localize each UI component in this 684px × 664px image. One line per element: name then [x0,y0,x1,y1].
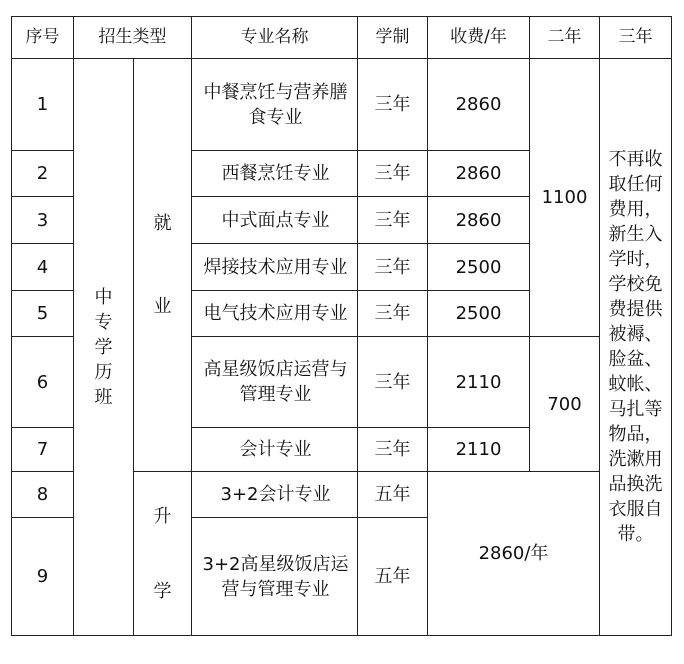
header-year3: 三年 [600,17,672,59]
header-no: 序号 [12,17,74,59]
row-fee: 2500 [428,244,530,291]
row-major: 中餐烹饪与营养膳食专业 [192,59,358,151]
row-fee: 2110 [428,337,530,428]
row-fee: 2860 [428,197,530,244]
row-duration: 五年 [358,518,428,636]
table-row [12,59,672,151]
header-major: 专业名称 [192,17,358,59]
row-duration: 三年 [358,59,428,151]
category-char: 专 [94,311,113,333]
year3-note: 不再收取任何费用，新生入学时，学校免费提供被褥、脸盆、蚊帐、马扎等物品，洗漱用品换洗衣服自带。 [600,59,672,636]
category-char: 历 [94,361,113,383]
upgrade-cell [134,472,192,636]
row-major: 电气技术应用专业 [192,291,358,337]
row-duration: 三年 [358,428,428,472]
row-no: 8 [12,472,74,518]
row-no: 1 [12,59,74,151]
row-fee: 2860 [428,59,530,151]
row-duration: 三年 [358,291,428,337]
header-fee: 收费/年 [428,17,530,59]
header-type: 招生类型 [74,17,192,59]
category-char: 学 [94,336,113,358]
row-major: 焊接技术应用专业 [192,244,358,291]
row-fee: 2110 [428,428,530,472]
row-no: 9 [12,518,74,636]
row-fee: 2500 [428,291,530,337]
employment-char: 就 [153,213,172,234]
row-major: 中式面点专业 [192,197,358,244]
row-duration: 三年 [358,244,428,291]
header-year2: 二年 [530,17,600,59]
row-duration: 五年 [358,472,428,518]
header-duration: 学制 [358,17,428,59]
row-duration: 三年 [358,337,428,428]
row-no: 2 [12,151,74,197]
category-char: 中 [94,286,113,308]
row-major: 3+2会计专业 [192,472,358,518]
row-major: 3+2高星级饭店运营与管理专业 [192,518,358,636]
row-no: 7 [12,428,74,472]
upgrade-char: 学 [153,580,172,602]
row-fee: 2860 [428,151,530,197]
row-no: 4 [12,244,74,291]
row-no: 3 [12,197,74,244]
upgrade-fee: 2860/年 [428,472,600,636]
row-duration: 三年 [358,197,428,244]
row-no: 6 [12,337,74,428]
year2-fee-a: 1100 [530,59,600,337]
header-row [12,17,672,59]
row-no: 5 [12,291,74,337]
upgrade-char: 升 [153,505,172,527]
tuition-table [11,16,672,636]
year2-fee-b: 700 [530,337,600,472]
row-major: 高星级饭店运营与管理专业 [192,337,358,428]
row-major: 会计专业 [192,428,358,472]
row-major: 西餐烹饪专业 [192,151,358,197]
employment-cell [134,59,192,472]
row-duration: 三年 [358,151,428,197]
employment-char: 业 [153,296,172,317]
category-cell [74,59,134,636]
category-char: 班 [94,386,113,408]
